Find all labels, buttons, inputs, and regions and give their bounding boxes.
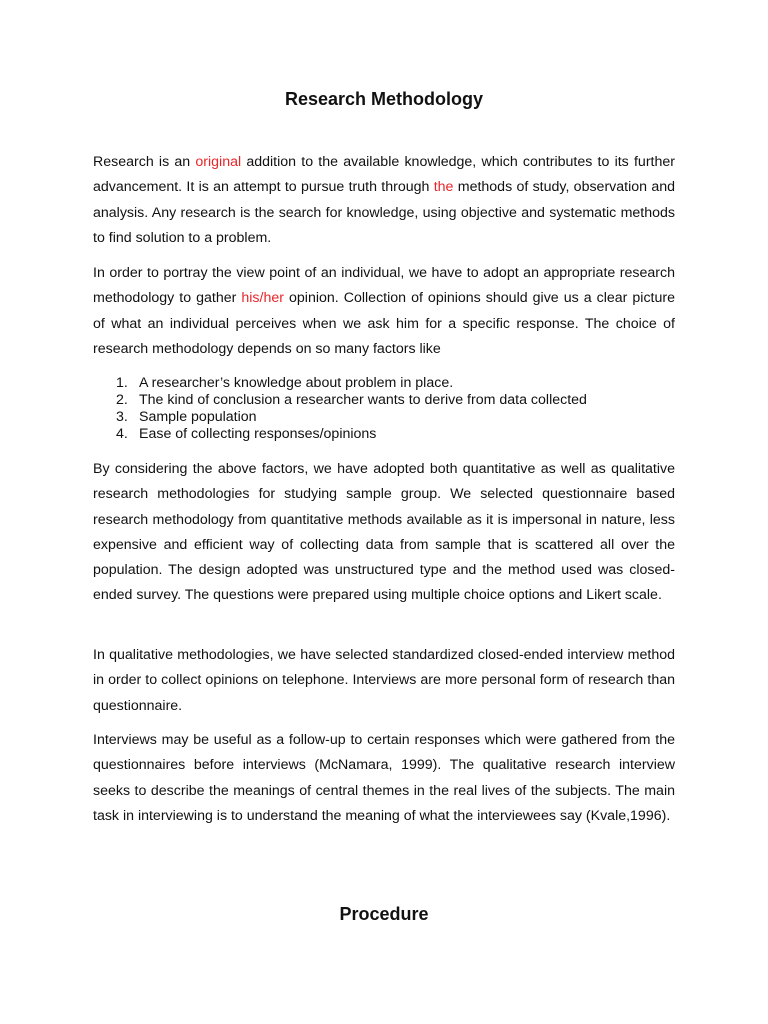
list-item: The kind of conclusion a researcher wants to derive from data collected [139, 392, 587, 408]
highlight-original: original [195, 154, 242, 170]
highlight-his-her: his/her [241, 290, 284, 307]
list-item: Sample population [139, 409, 257, 425]
list-item: Ease of collecting responses/opinions [139, 426, 377, 442]
paragraph-interviews: Interviews may be useful as a follow-up to certain responses which were gathered from the questionnaires before interviews (McNamara, 1999). The qualitative research interview seeks to describe the meanings of central themes in the real lives of the subjects. The main task in interviewing is to understand the meaning of what the interviewees say (Kvale,1996). [93, 732, 675, 824]
paragraph-approach: By considering the above factors, we have adopted both quantitative as well as qualitative research methodologies for studying sample group. We selected questionnaire based research methodology from quantitative methods available as it is impersonal in nature, less expensive and efficient way of collecting data from sample that is scattered all over the population. The design adopted was unstructured type and the method used was closed-ended survey. The questions were prepared using multiple choice options and Likert scale. [93, 461, 675, 604]
paragraph-intro-text-2: addition to the available knowledge, which contributes to its further advancement. It is an attempt to pursue truth through [93, 154, 675, 196]
document-title: Research Methodology [284, 89, 484, 109]
paragraph-methodology-text-1: In order to portray the view point of an individual, we have to adopt an appropriate research methodology to gather [93, 265, 675, 307]
paragraph-methodology-text-2: opinion. Collection of opinions should give us a clear picture of what an individual perceives when we ask him for a specific response. The choice of research methodology depends on so many factors like [93, 290, 676, 357]
list-item: A researcher’s knowledge about problem in place. [139, 375, 454, 391]
paragraph-intro-text-3: methods of study, observation and analysis. Any research is the search for knowledge, using objective and systematic methods to find solution to a problem. [93, 179, 675, 246]
highlight-the: the [433, 179, 454, 196]
paragraph-qualitative: In qualitative methodologies, we have selected standardized closed-ended interview method in order to collect opinions on telephone. Interviews are more personal form of research than questionnaire. [93, 647, 675, 714]
procedure-heading: Procedure [339, 904, 429, 924]
paragraph-intro [93, 150, 675, 251]
paragraph-intro-text-1: Research is an [93, 154, 196, 170]
paragraph-methodology [93, 261, 675, 362]
factors-list [93, 375, 675, 443]
